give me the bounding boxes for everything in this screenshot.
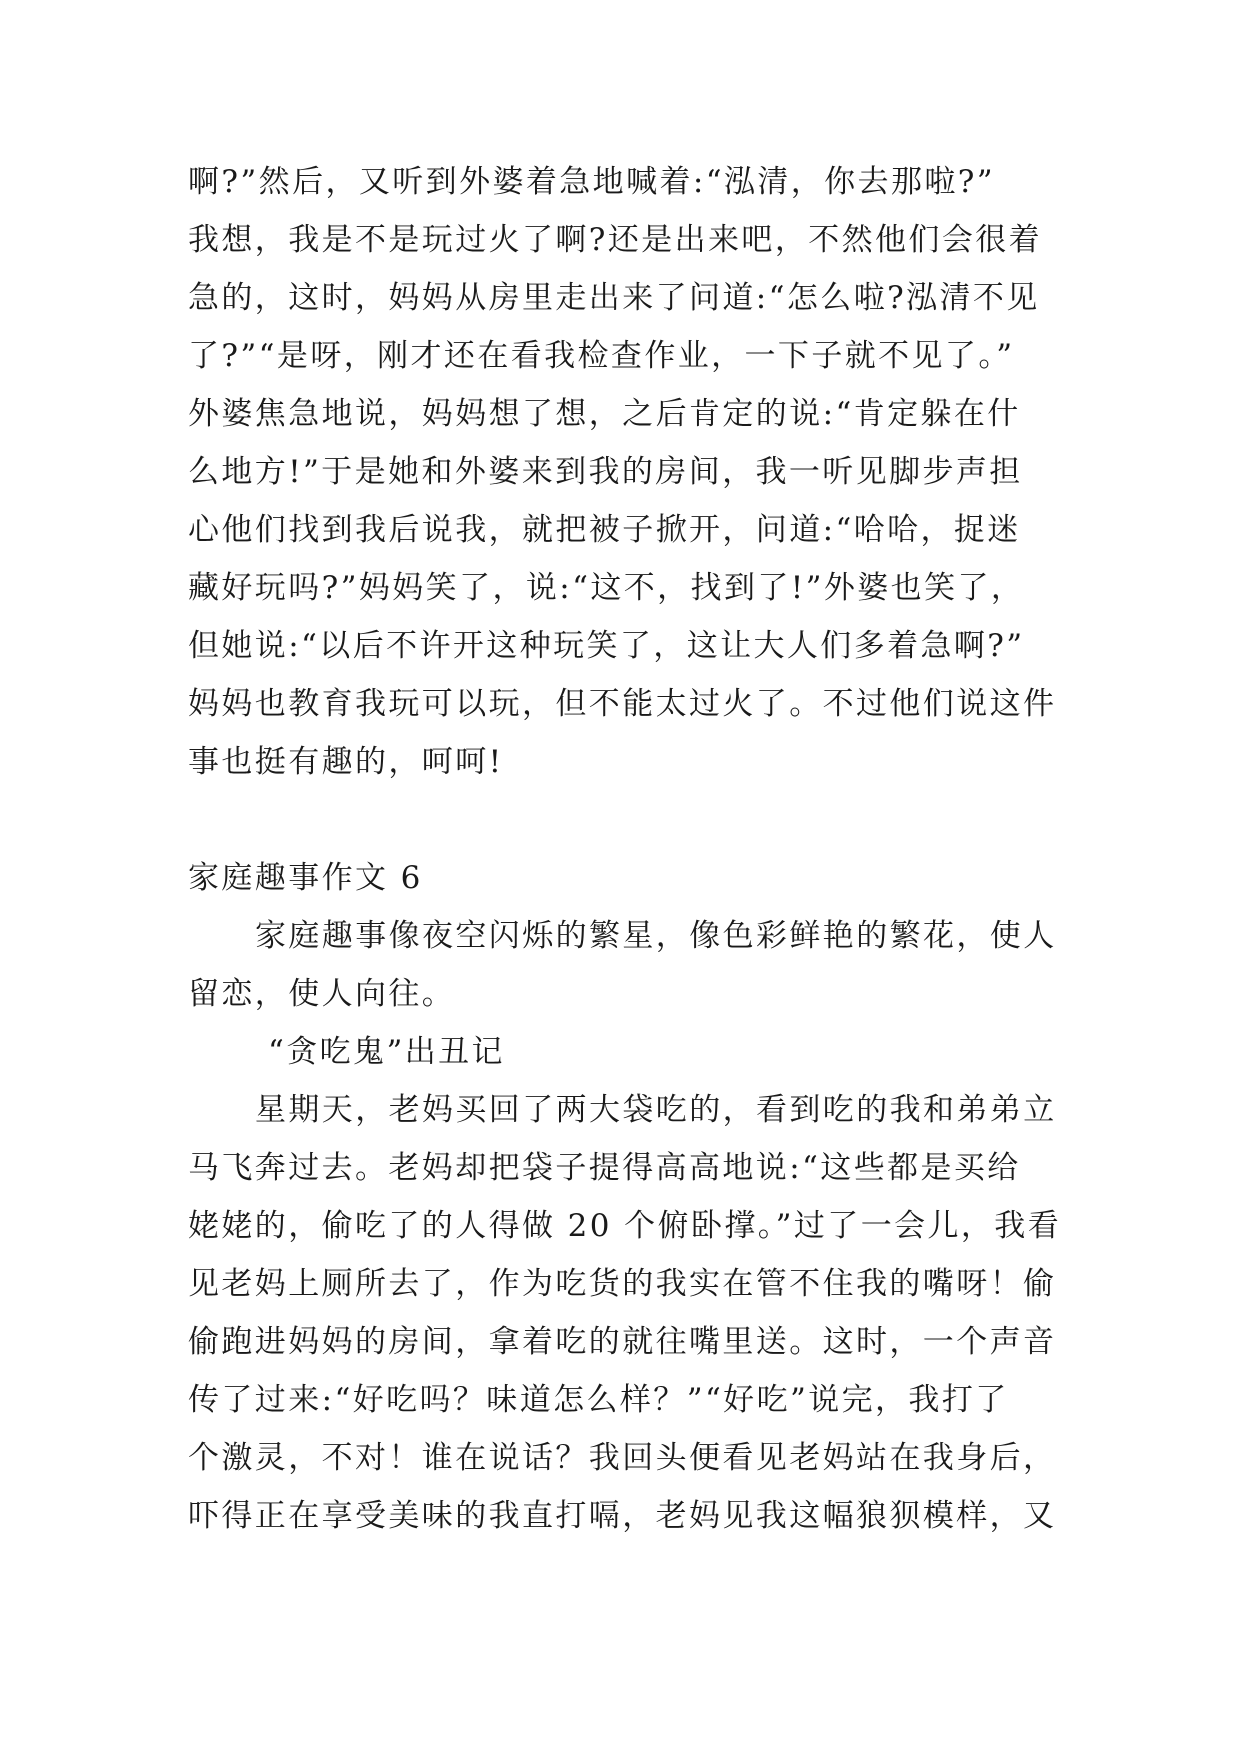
paragraph-line: 我想，我是不是玩过火了啊?还是出来吧，不然他们会很着 [188,222,1043,258]
paragraph-line: 传了过来:“好吃吗？味道怎么样？”“好吃”说完，我打了 [188,1382,1009,1418]
paragraph-line: 姥姥的，偷吃了的人得做 20 个俯卧撑。”过了一会儿，我看 [188,1208,1062,1244]
story-title: “贪吃鬼”出丑记 [268,1034,505,1070]
paragraph-line: 家庭趣事像夜空闪烁的繁星，像色彩鲜艳的繁花，使人 [255,918,1057,954]
paragraph-line: 个激灵，不对！谁在说话？我回头便看见老妈站在我身后， [188,1440,1057,1476]
paragraph-line: 外婆焦急地说，妈妈想了想，之后肯定的说:“肯定躲在什 [188,396,1021,432]
paragraph-line: 事也挺有趣的，呵呵! [188,744,504,780]
paragraph-line: 急的，这时，妈妈从房里走出来了问道:“怎么啦?泓清不见 [188,280,1040,316]
paragraph-line: 马飞奔过去。老妈却把袋子提得高高地说:“这些都是买给 [188,1150,1021,1186]
section-heading: 家庭趣事作文 6 [188,860,423,896]
paragraph-line: 星期天，老妈买回了两大袋吃的，看到吃的我和弟弟立 [255,1092,1057,1128]
paragraph-line: 藏好玩吗?”妈妈笑了，说:“这不，找到了!”外婆也笑了， [188,570,1025,606]
paragraph-line: 吓得正在享受美味的我直打嗝，老妈见我这幅狼狈模样，又 [188,1498,1057,1534]
paragraph-line: 妈妈也教育我玩可以玩，但不能太过火了。不过他们说这件 [188,686,1057,722]
paragraph-line: 了?”“是呀，刚才还在看我检查作业，一下子就不见了。” [188,338,1015,374]
paragraph-line: 留恋，使人向往。 [188,976,456,1012]
paragraph-line: 偷跑进妈妈的房间，拿着吃的就往嘴里送。这时，一个声音 [188,1324,1057,1360]
paragraph-line: 心他们找到我后说我，就把被子掀开，问道:“哈哈，捉迷 [188,512,1021,548]
paragraph-line: 见老妈上厕所去了，作为吃货的我实在管不住我的嘴呀！偷 [188,1266,1057,1302]
paragraph-line: 但她说:“以后不许开这种玩笑了，这让大人们多着急啊?” [188,628,1025,664]
paragraph-line: 啊?”然后，又听到外婆着急地喊着:“泓清，你去那啦?” [188,164,996,200]
paragraph-line: 么地方!”于是她和外婆来到我的房间，我一听见脚步声担 [188,454,1023,490]
